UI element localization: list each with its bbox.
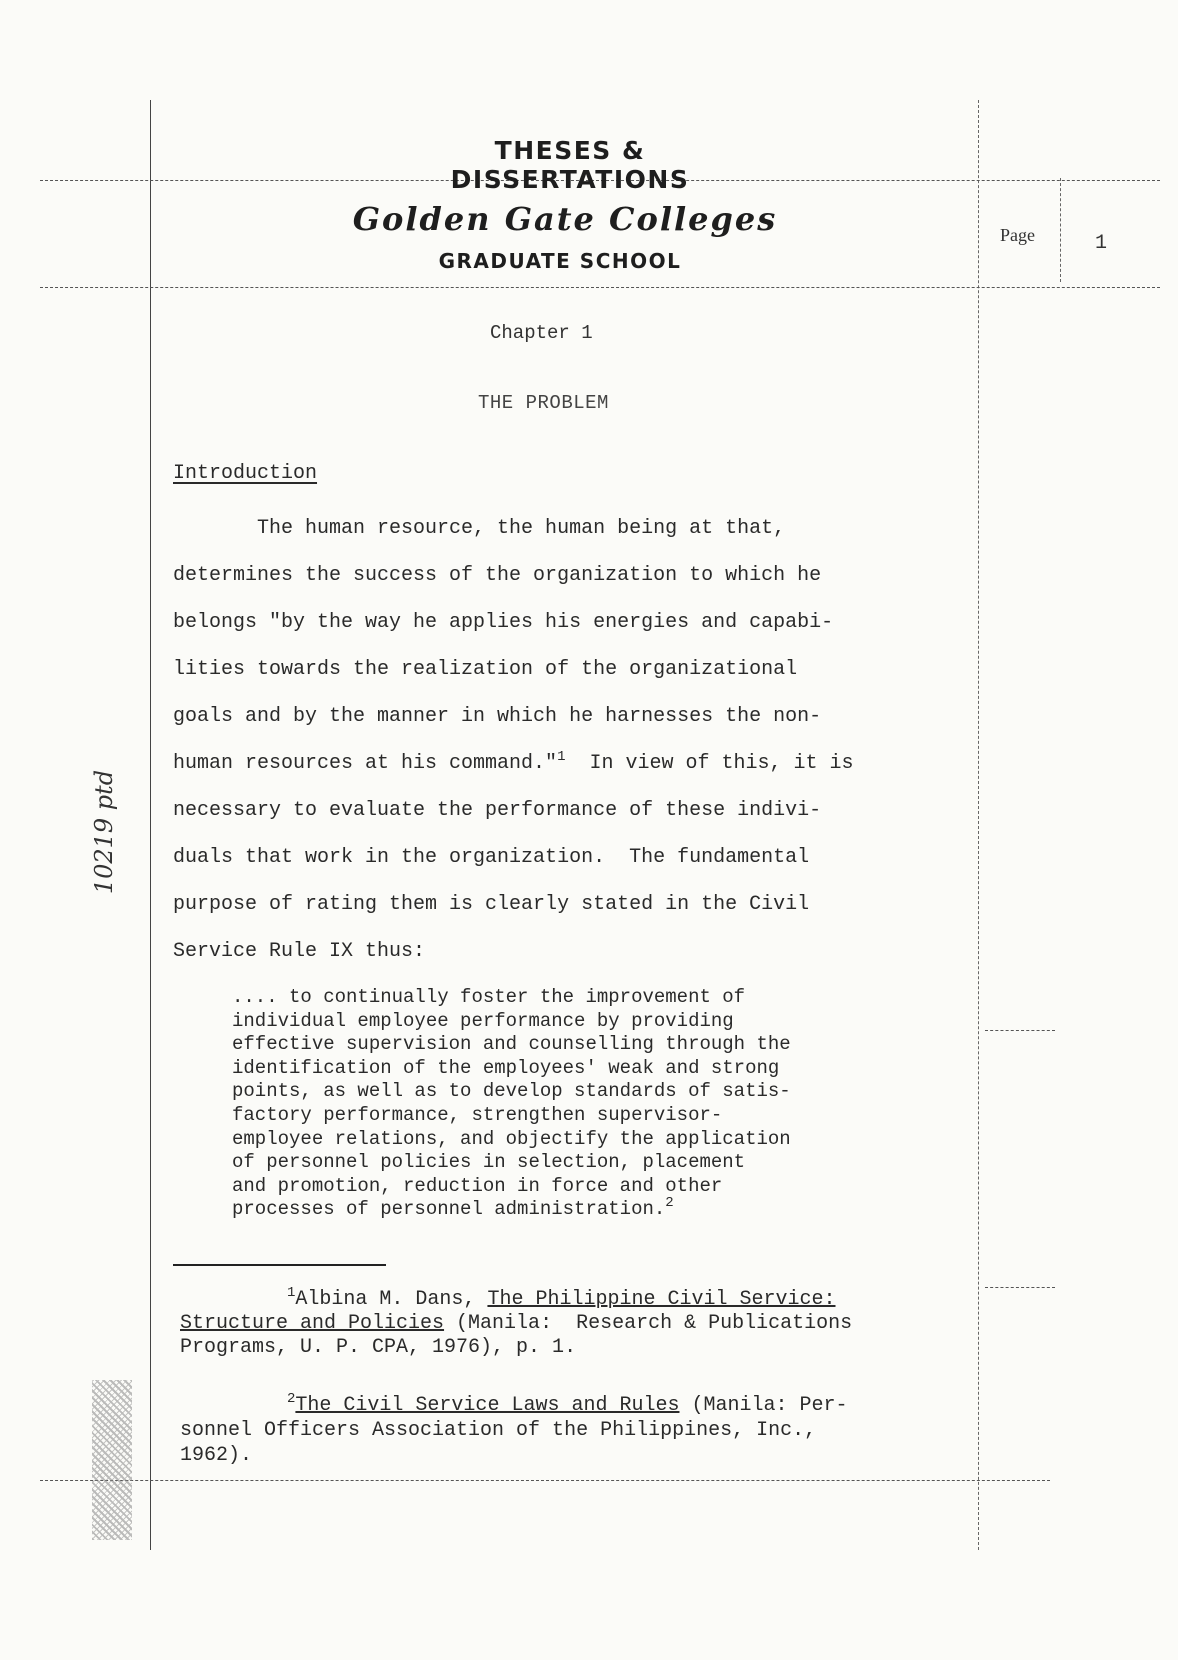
chapter-title: THE PROBLEM <box>478 392 609 414</box>
page-label: Page <box>1000 225 1035 245</box>
body-line: belongs "by the way he applies his energies and capabi- <box>173 611 834 634</box>
footnote-2-pub-b: sonnel Officers Association of the Philippines, Inc., <box>180 1419 817 1442</box>
page-number: 1 <box>1095 232 1108 255</box>
footnote-1-marker: 1 <box>287 1285 296 1301</box>
footnote-2-pub-c: 1962). <box>180 1444 253 1467</box>
right-margin-rule <box>978 100 979 1550</box>
footnote-ref-2: 2 <box>665 1195 674 1212</box>
quote-line: effective supervision and counselling through the <box>232 1033 791 1056</box>
footnote-2-pub-a: (Manila: Per- <box>679 1394 848 1417</box>
footnote-1-line-1 <box>287 1287 836 1312</box>
page-box-divider <box>1060 178 1061 282</box>
quote-line: of personnel policies in selection, placement <box>232 1151 746 1174</box>
footnote-2-title: The Civil Service Laws and Rules <box>295 1394 680 1417</box>
footnote-2-marker: 2 <box>287 1391 296 1407</box>
quote-line: individual employee performance by providing <box>232 1009 734 1032</box>
quote-line: processes of personnel administration. <box>232 1198 666 1221</box>
quote-line: factory performance, strengthen supervisor- <box>232 1103 723 1126</box>
footnote-1-author: Albina M. Dans, <box>295 1288 488 1311</box>
body-line: determines the success of the organization to which he <box>173 564 822 587</box>
footnote-2-line-1 <box>287 1393 848 1418</box>
quote-line: points, as well as to develop standards of satis- <box>232 1080 791 1103</box>
body-line: The human resource, the human being at that, <box>173 517 786 540</box>
block-quote <box>232 986 932 1222</box>
college-name: Golden Gate Colleges <box>352 200 778 238</box>
body-line: necessary to evaluate the performance of these indivi- <box>173 799 822 822</box>
footnote-1-pub-b: Programs, U. P. CPA, 1976), p. 1. <box>180 1336 577 1359</box>
body-line: duals that work in the organization. The fundamental <box>173 846 810 869</box>
body-line: Service Rule IX thus: <box>173 940 426 963</box>
footer-rule <box>40 1480 1050 1481</box>
margin-tick-1 <box>985 1030 1055 1031</box>
quote-line: and promotion, reduction in force and other <box>232 1174 723 1197</box>
handwritten-margin-note: 10219 ptd <box>90 769 119 895</box>
section-heading: Introduction <box>173 462 318 485</box>
body-line: lities towards the realization of the organizational <box>173 658 798 681</box>
theses-stamp: THESES & DISSERTATIONS <box>450 136 690 194</box>
margin-tick-2 <box>985 1287 1055 1288</box>
footnote-2-line-3 <box>180 1443 252 1468</box>
body-line: purpose of rating them is clearly stated in the Civil <box>173 893 810 916</box>
header-rule-bottom <box>40 287 1160 288</box>
scan-artifact <box>92 1380 132 1540</box>
footnote-1-pub-a: (Manila: Research & Publications <box>444 1312 853 1335</box>
footnote-ref-1: 1 <box>557 749 566 765</box>
quote-line-last <box>232 1195 932 1222</box>
quote-line: employee relations, and objectify the application <box>232 1127 791 1150</box>
body-line: human resources at his command." <box>173 752 558 775</box>
footnote-1-title-b: Structure and Policies <box>180 1312 445 1335</box>
footnote-1-line-3 <box>180 1335 576 1360</box>
left-margin-rule <box>150 100 151 1550</box>
footnote-2-line-2 <box>180 1418 816 1443</box>
body-line-tail: In view of this, it is <box>565 752 854 775</box>
quote-line: .... to continually foster the improvement of <box>232 986 746 1008</box>
quote-line: identification of the employees' weak and strong <box>232 1056 780 1079</box>
footnote-separator <box>173 1264 386 1266</box>
school-name: GRADUATE SCHOOL <box>438 249 682 273</box>
chapter-number: Chapter 1 <box>490 322 593 344</box>
footnote-1-title-a: The Philippine Civil Service: <box>487 1288 836 1311</box>
body-line-with-footnote <box>173 749 854 775</box>
footnote-1-line-2 <box>180 1311 852 1336</box>
body-line: goals and by the manner in which he harnesses the non- <box>173 705 822 728</box>
